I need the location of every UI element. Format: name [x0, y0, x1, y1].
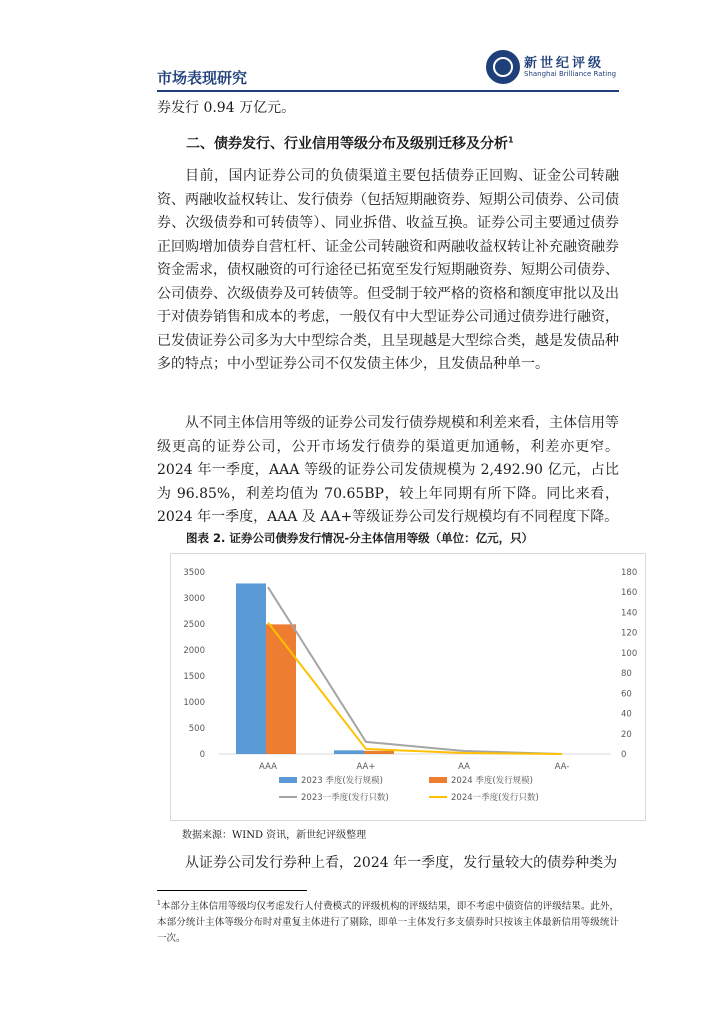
logo-english-name: Shanghai Brilliance Rating: [524, 70, 617, 78]
right-axis-tick-label: 140: [621, 608, 638, 619]
left-axis-tick-label: 1000: [183, 698, 205, 708]
right-axis-tick-label: 80: [621, 669, 632, 680]
category-label: AA: [458, 762, 470, 772]
footnote-ref: 1: [508, 135, 514, 145]
left-axis-tick-label: 1500: [183, 672, 205, 682]
footnote-number: 1: [157, 900, 161, 907]
right-axis-tick-label: 120: [621, 628, 638, 639]
bar-aaa-series-2: [266, 624, 296, 754]
right-axis-tick-label: 40: [621, 709, 632, 720]
left-axis-tick-label: 3000: [183, 594, 205, 604]
company-logo: [486, 50, 626, 84]
category-label: AA-: [554, 762, 570, 772]
right-axis-tick-label: 0: [621, 750, 627, 760]
legend-label-4: 2024一季度(发行只数): [451, 793, 539, 803]
footnote: [157, 896, 619, 947]
paragraph-rating-spread: 从不同主体信用等级的证券公司发行债券规模和利差来看，主体信用等级更高的证券公司，公开市场发行债券的渠道更加通畅，利差亦更窄。2024 年一季度，AAA 等级的证券公司发债规模为 2,492.90 亿元，占比为 96.85%，利差均值为 70.65BP，较上年同期有所下降。同比来看，2024 年一季度，AAA 及 AA+等级证券公司发行规模均有不同程度下降。: [157, 415, 619, 525]
footnote-text: 本部分主体信用等级均仅考虑发行人付费模式的评级机构的评级结果，即不考虑中债资信的评级结果。此外，本部分统计主体等级分布时对重复主体进行了剔除，即单一主体发行多支债券时只按该主体最新信用等级统计一次。: [157, 901, 619, 945]
line-series-1: [268, 587, 562, 754]
paragraph-continuation: 券发行 0.94 万亿元。: [157, 100, 296, 116]
section-heading-text: 二、债券发行、行业信用等级分布及级别迁移及分析: [186, 136, 508, 152]
category-label: AAA: [259, 762, 277, 772]
category-label: AA+: [356, 762, 376, 772]
right-axis-tick-label: 100: [621, 648, 638, 659]
left-axis-tick-label: 0: [199, 750, 205, 760]
right-axis-tick-label: 60: [621, 689, 632, 700]
legend-label-3: 2023一季度(发行只数): [301, 793, 389, 803]
section-heading: [186, 133, 514, 153]
legend-label-2: 2024 季度(发行规模): [451, 776, 533, 786]
chart-container: [170, 553, 646, 821]
right-axis-tick-label: 160: [621, 588, 638, 599]
bar-aaplus-series-2: [364, 751, 394, 754]
left-axis-tick-label: 500: [188, 724, 205, 734]
left-axis-tick-label: 2000: [183, 646, 205, 656]
line-series-2: [268, 623, 562, 754]
bar-aaa-series-1: [236, 583, 266, 754]
paragraph-debt-channels: 目前，国内证券公司的负债渠道主要包括债券正回购、证金公司转融资、两融收益权转让、发行债券（包括短期融资券、短期公司债券、公司债券、次级债券和可转债等）、同业拆借、收益互换。证券公司主要通过债券正回购增加债券自营杠杆、证金公司转融资和两融收益权转让补充融资融券资金需求，债权融资的可行途径已拓宽至发行短期融资券、短期公司债券、公司债券、次级债券及可转债等。但受制于较严格的资格和额度审批以及出于对债券销售和成本的考虑，一般仅有中大型证券公司通过债券进行融资，已发债证券公司多为大中型综合类，且呈现越是大型综合类，越是发债品种多的特点；中小型证券公司不仅发债主体少，且发债品种单一。: [157, 168, 619, 372]
right-axis-tick-label: 20: [621, 729, 632, 740]
figure-title: 图表 2. 证券公司债券发行情况-分主体信用等级（单位：亿元，只）: [186, 531, 534, 545]
left-axis-tick-label: 3500: [183, 568, 205, 578]
bar-aaplus-series-1: [334, 750, 364, 754]
legend-swatch-1: [279, 777, 297, 783]
footnote-divider: [157, 890, 307, 891]
paragraph-bond-types: 从证券公司发行券种上看，2024 年一季度，发行量较大的债券种类为: [185, 855, 618, 871]
legend-label-1: 2023 季度(发行规模): [301, 776, 383, 786]
logo-emblem-icon: [486, 50, 520, 84]
bond-issuance-chart: [171, 554, 647, 822]
left-axis-tick-label: 2500: [183, 620, 205, 630]
legend-swatch-2: [429, 777, 447, 783]
right-axis-tick-label: 180: [621, 568, 638, 578]
logo-chinese-name: 新世纪评级: [524, 56, 605, 71]
section-title: 市场表现研究: [157, 69, 248, 87]
header-divider: [157, 90, 619, 92]
data-source: 数据来源：WIND 资讯，新世纪评级整理: [182, 830, 367, 841]
